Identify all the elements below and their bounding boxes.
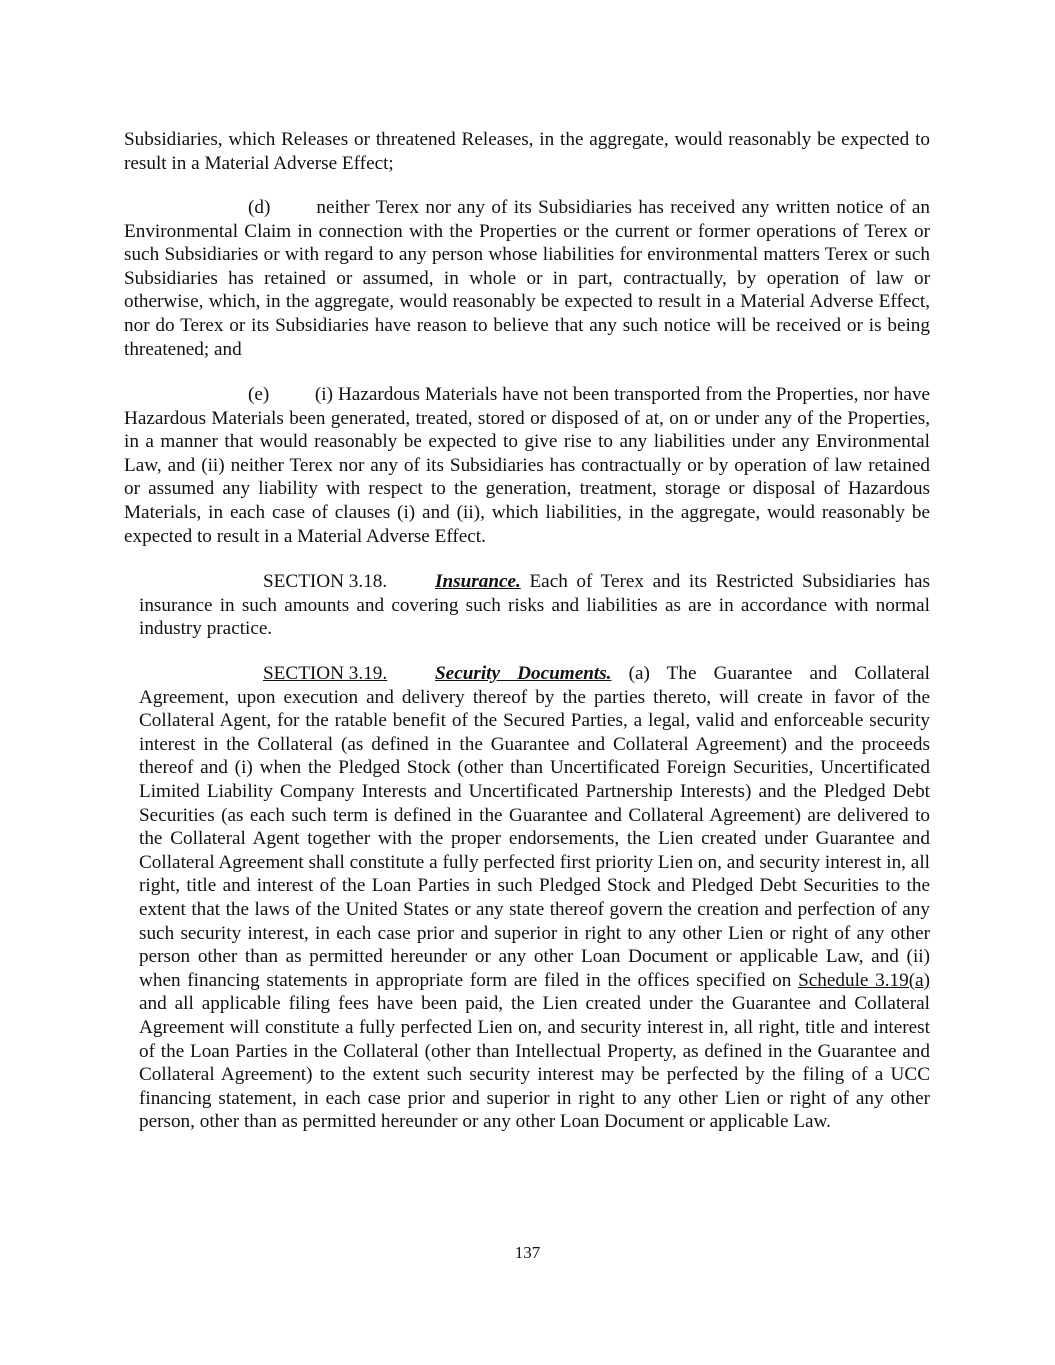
section-3-19 [139,662,930,1134]
paragraph-e-text: (i) Hazardous Materials have not been transported from the Properties, nor have Hazardous Materials been generated, treated, stored or disposed of at, on or under any of the Properties, in a manner that would reasonably be expected to give rise to any liabilities under any Environmental Law, and (ii) neither Terex nor any of its Subsidiaries has contractually or by operation of law retained or assumed any liability with respect to the generation, treatment, storage or disposal of Hazardous Materials, in each case of clauses (i) and (ii), which liabilities, in the aggregate, would reasonably be expected to result in a Material Adverse Effect. [124,384,930,547]
paragraph-d-label: (d) [248,197,271,218]
section-3-18 [139,570,930,641]
paragraph-d [124,196,930,361]
paragraph-d-text: neither Terex nor any of its Subsidiaries has received any written notice of an Environmental Claim in connection with the Properties or the current or former operations of Terex or such Subsidiaries or with regard to any person whose liabilities for environmental matters Terex or such Subsidiaries has retained or assumed, in whole or in part, contractually, by operation of law or otherwise, which, in the aggregate, would reasonably be expected to result in a Material Adverse Effect, nor do Terex or its Subsidiaries have reason to believe that any such notice will be received or is being threatened; and [124,197,931,360]
paragraph-e [124,383,930,548]
section-3-18-text: Each of Terex and its Restricted Subsidiaries has insurance in such amounts and covering such risks and liabilities as are in accordance with normal industry practice. [139,571,931,640]
paragraph-c-continuation [124,128,930,175]
paragraph-c-text: Subsidiaries, which Releases or threatened Releases, in the aggregate, would reasonably be expected to result in a Material Adverse Effect; [124,129,930,174]
section-3-19-text-part-1: (a) The Guarantee and Collateral Agreement, upon execution and delivery thereof by the parties thereto, will create in favor of the Collateral Agent, for the ratable benefit of the Secured Parties, a legal, valid and enforceable security interest in the Collateral (as defined in the Guarantee and Collateral Agreement) and the proceeds thereof and (i) when the Pledged Stock (other than Uncertificated Foreign Securities, Uncertificated Limited Liability Company Interests and Uncertificated Partnership Interests) and the Pledged Debt Securities (as each such term is defined in the Guarantee and Collateral Agreement) are delivered to the Collateral Agent together with the proper endorsements, the Lien created under Guarantee and Collateral Agreement shall constitute a fully perfected first priority Lien on, and security interest in, all right, title and interest of the Loan Parties in such Pledged Stock and Pledged Debt Securities to the extent that the laws of the United States or any state thereof govern the creation and perfection of any such security interest, in each case prior and superior in right to any other Lien or right of any other person other than as permitted hereunder or any other Loan Document or applicable Law, and (ii) when financing statements in appropriate form are filed in the offices specified on [139,663,930,991]
section-3-18-heading: Insurance. [435,571,521,592]
section-3-19-text-part-2: and all applicable filing fees have been paid, the Lien created under the Guarantee and Collateral Agreement will constitute a fully perfected Lien on, and security interest in, all right, title and interest of the Loan Parties in the Collateral (other than Intellectual Property, as defined in the Guarantee and Collateral Agreement) to the extent such security interest may be perfected by the filing of a UCC financing statement, in each case prior and superior in right to any other Lien or right of any other person, other than as permitted hereunder or any other Loan Document or applicable Law. [139,993,930,1133]
page-number: 137 [514,1243,541,1262]
section-3-19-number: SECTION 3.19. [263,663,388,684]
section-3-19-heading: Security Documents. [435,663,612,684]
paragraph-e-label: (e) [248,384,270,405]
section-3-18-number: SECTION 3.18. [263,571,388,592]
schedule-3-19a-reference: Schedule 3.19(a) [798,969,930,991]
